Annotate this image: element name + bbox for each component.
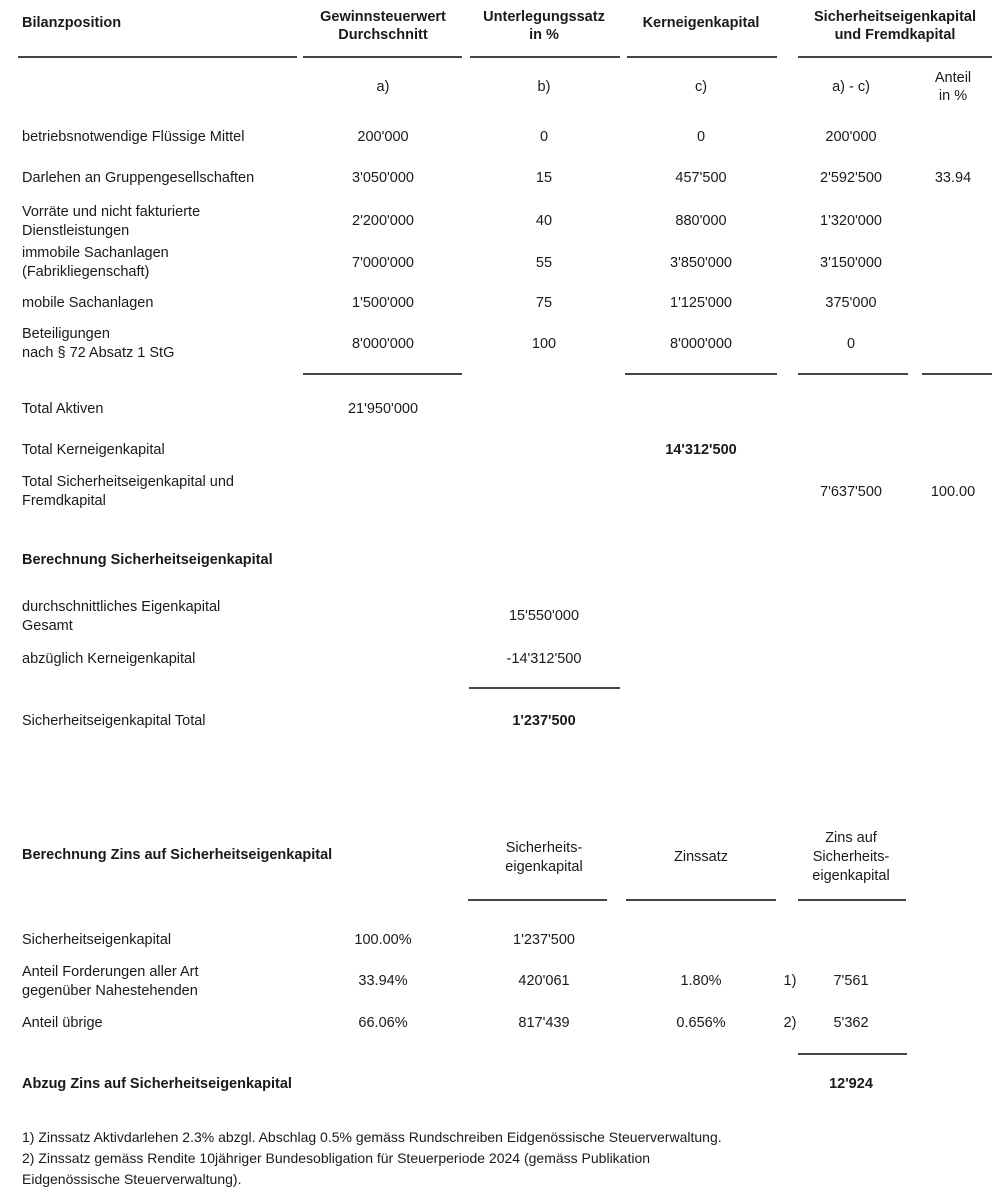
subtotal-rule-gewinnsteuerwert: [303, 373, 462, 375]
subheader-c: c): [694, 79, 708, 95]
total-aktiven-value: 21'950'000: [347, 401, 419, 417]
table-row: 1'237'500: [513, 932, 575, 948]
table-row: 15: [535, 170, 553, 186]
total-kerneigenkapital-label: Total Kerneigenkapital: [22, 442, 165, 458]
sek-total-value: 1'237'500: [512, 713, 576, 729]
footnote-3: Eidgenössische Steuerverwaltung).: [22, 1171, 242, 1187]
table-row: 2'592'500: [820, 170, 882, 186]
table-row: 880'000: [675, 213, 727, 229]
table-row: Sicherheitseigenkapital: [22, 932, 172, 948]
zins-total-value: 12'924: [829, 1076, 873, 1092]
table-row: 0: [539, 129, 549, 145]
zins-header-rule-1: [468, 899, 607, 901]
table-row: Anteil Forderungen aller Art: [22, 964, 199, 980]
table-row: 100: [531, 336, 557, 352]
zins-header-zinssatz: Zinssatz: [674, 849, 728, 865]
table-row: 2'200'000: [352, 213, 414, 229]
header-sicherheitseigenkapital-line2: und Fremdkapital: [834, 27, 956, 43]
table-row-note: 1): [783, 973, 797, 989]
zins-header-rule-3: [798, 899, 906, 901]
table-row: 1'125'000: [670, 295, 732, 311]
zins-header-rule-2: [626, 899, 776, 901]
subtotal-rule-sicherheits: [798, 373, 908, 375]
table-row: 40: [535, 213, 553, 229]
table-row: 420'061: [518, 973, 570, 989]
table-row: 100.00%: [354, 932, 412, 948]
table-row: 1'320'000: [820, 213, 882, 229]
list-item-value: 15'550'000: [508, 608, 580, 624]
table-row: 3'850'000: [670, 255, 732, 271]
table-row: 457'500: [675, 170, 727, 186]
subheader-anteil-line1: Anteil: [934, 70, 972, 86]
header-kerneigenkapital: Kerneigenkapital: [642, 15, 760, 31]
table-row: 817'439: [518, 1015, 570, 1031]
header-gewinnsteuerwert-line1: Gewinnsteuerwert: [320, 9, 446, 25]
table-row-zinssatz: 0.656%: [676, 1015, 726, 1031]
table-row: betriebsnotwendige Flüssige Mittel: [22, 129, 245, 145]
subheader-a: a): [376, 79, 390, 95]
list-item: durchschnittliches Eigenkapital: [22, 599, 221, 615]
table-row: Beteiligungen: [22, 326, 110, 342]
subtotal-rule-kerneigenkapital: [625, 373, 777, 375]
header-rule-3: [470, 56, 620, 58]
table-row-zins: 7'561: [833, 973, 869, 989]
subheader-b: b): [537, 79, 551, 95]
section-title-berechnung-sek: Berechnung Sicherheitseigenkapital: [22, 552, 273, 568]
header-rule-2: [303, 56, 462, 58]
table-row: 1'500'000: [352, 295, 414, 311]
list-item: abzüglich Kerneigenkapital: [22, 651, 196, 667]
table-row-zins: 5'362: [833, 1015, 869, 1031]
list-item-value: -14'312'500: [506, 651, 582, 667]
list-item: Gesamt: [22, 618, 73, 634]
table-row: Darlehen an Gruppengesellschaften: [22, 170, 255, 186]
zins-total-label: Abzug Zins auf Sicherheitseigenkapital: [22, 1076, 292, 1092]
table-row: Anteil übrige: [22, 1015, 103, 1031]
total-sicherheits-label-line2: Fremdkapital: [22, 493, 106, 509]
table-row: 8'000'000: [352, 336, 414, 352]
table-row-zinssatz: 1.80%: [680, 973, 722, 989]
zins-total-rule: [798, 1053, 907, 1055]
sek-total-label: Sicherheitseigenkapital Total: [22, 713, 206, 729]
table-row: 33.94: [934, 170, 972, 186]
table-row: 0: [846, 336, 856, 352]
table-row: 0: [696, 129, 706, 145]
table-row: 7'000'000: [352, 255, 414, 271]
section-title-berechnung-zins: Berechnung Zins auf Sicherheitseigenkapital: [22, 847, 333, 863]
table-row: 55: [535, 255, 553, 271]
total-sicherheits-anteil: 100.00: [930, 484, 976, 500]
header-unterlegungssatz-line2: in %: [529, 27, 559, 43]
header-rule-4: [627, 56, 777, 58]
table-row: 3'150'000: [820, 255, 882, 271]
header-rule-5: [798, 56, 992, 58]
table-row: mobile Sachanlagen: [22, 295, 154, 311]
zins-header-sek-line1: Sicherheits-: [505, 840, 583, 856]
table-row: 66.06%: [358, 1015, 408, 1031]
header-sicherheitseigenkapital-line1: Sicherheitseigenkapital: [814, 9, 976, 25]
table-row: 200'000: [825, 129, 877, 145]
table-row: (Fabrikliegenschaft): [22, 264, 150, 280]
table-row: 3'050'000: [352, 170, 414, 186]
table-row: immobile Sachanlagen: [22, 245, 169, 261]
total-sicherheits-value: 7'637'500: [820, 484, 882, 500]
table-row: 75: [535, 295, 553, 311]
table-row: 375'000: [825, 295, 877, 311]
total-sicherheits-label-line1: Total Sicherheitseigenkapital und: [22, 474, 234, 490]
subheader-a-minus-c: a) - c): [832, 79, 870, 95]
header-gewinnsteuerwert-line2: Durchschnitt: [338, 27, 428, 43]
total-aktiven-label: Total Aktiven: [22, 401, 104, 417]
header-unterlegungssatz-line1: Unterlegungssatz: [483, 9, 605, 25]
header-bilanzposition: Bilanzposition: [22, 15, 122, 31]
zins-header-zins-line3: eigenkapital: [812, 868, 890, 884]
footnote-1: 1) Zinssatz Aktivdarlehen 2.3% abzgl. Abschlag 0.5% gemäss Rundschreiben Eidgenössische Steuerverwaltung.: [22, 1129, 722, 1145]
zins-header-sek-line2: eigenkapital: [505, 859, 583, 875]
table-row-note: 2): [783, 1015, 797, 1031]
table-row: 200'000: [357, 129, 409, 145]
sek-subtotal-rule: [469, 687, 620, 689]
table-row: Dienstleistungen: [22, 223, 130, 239]
header-rule-1: [18, 56, 297, 58]
footnote-2: 2) Zinssatz gemäss Rendite 10jähriger Bundesobligation für Steuerperiode 2024 (gemäss Publikation: [22, 1150, 651, 1166]
table-row: 8'000'000: [670, 336, 732, 352]
zins-header-zins-line1: Zins auf: [825, 830, 877, 846]
table-row: gegenüber Nahestehenden: [22, 983, 198, 999]
subheader-anteil-line2: in %: [938, 88, 968, 104]
table-row: nach § 72 Absatz 1 StG: [22, 345, 175, 361]
subtotal-rule-anteil: [922, 373, 992, 375]
table-row: Vorräte und nicht fakturierte: [22, 204, 201, 220]
table-row: 33.94%: [358, 973, 408, 989]
total-kerneigenkapital-value: 14'312'500: [665, 442, 737, 458]
zins-header-zins-line2: Sicherheits-: [812, 849, 890, 865]
